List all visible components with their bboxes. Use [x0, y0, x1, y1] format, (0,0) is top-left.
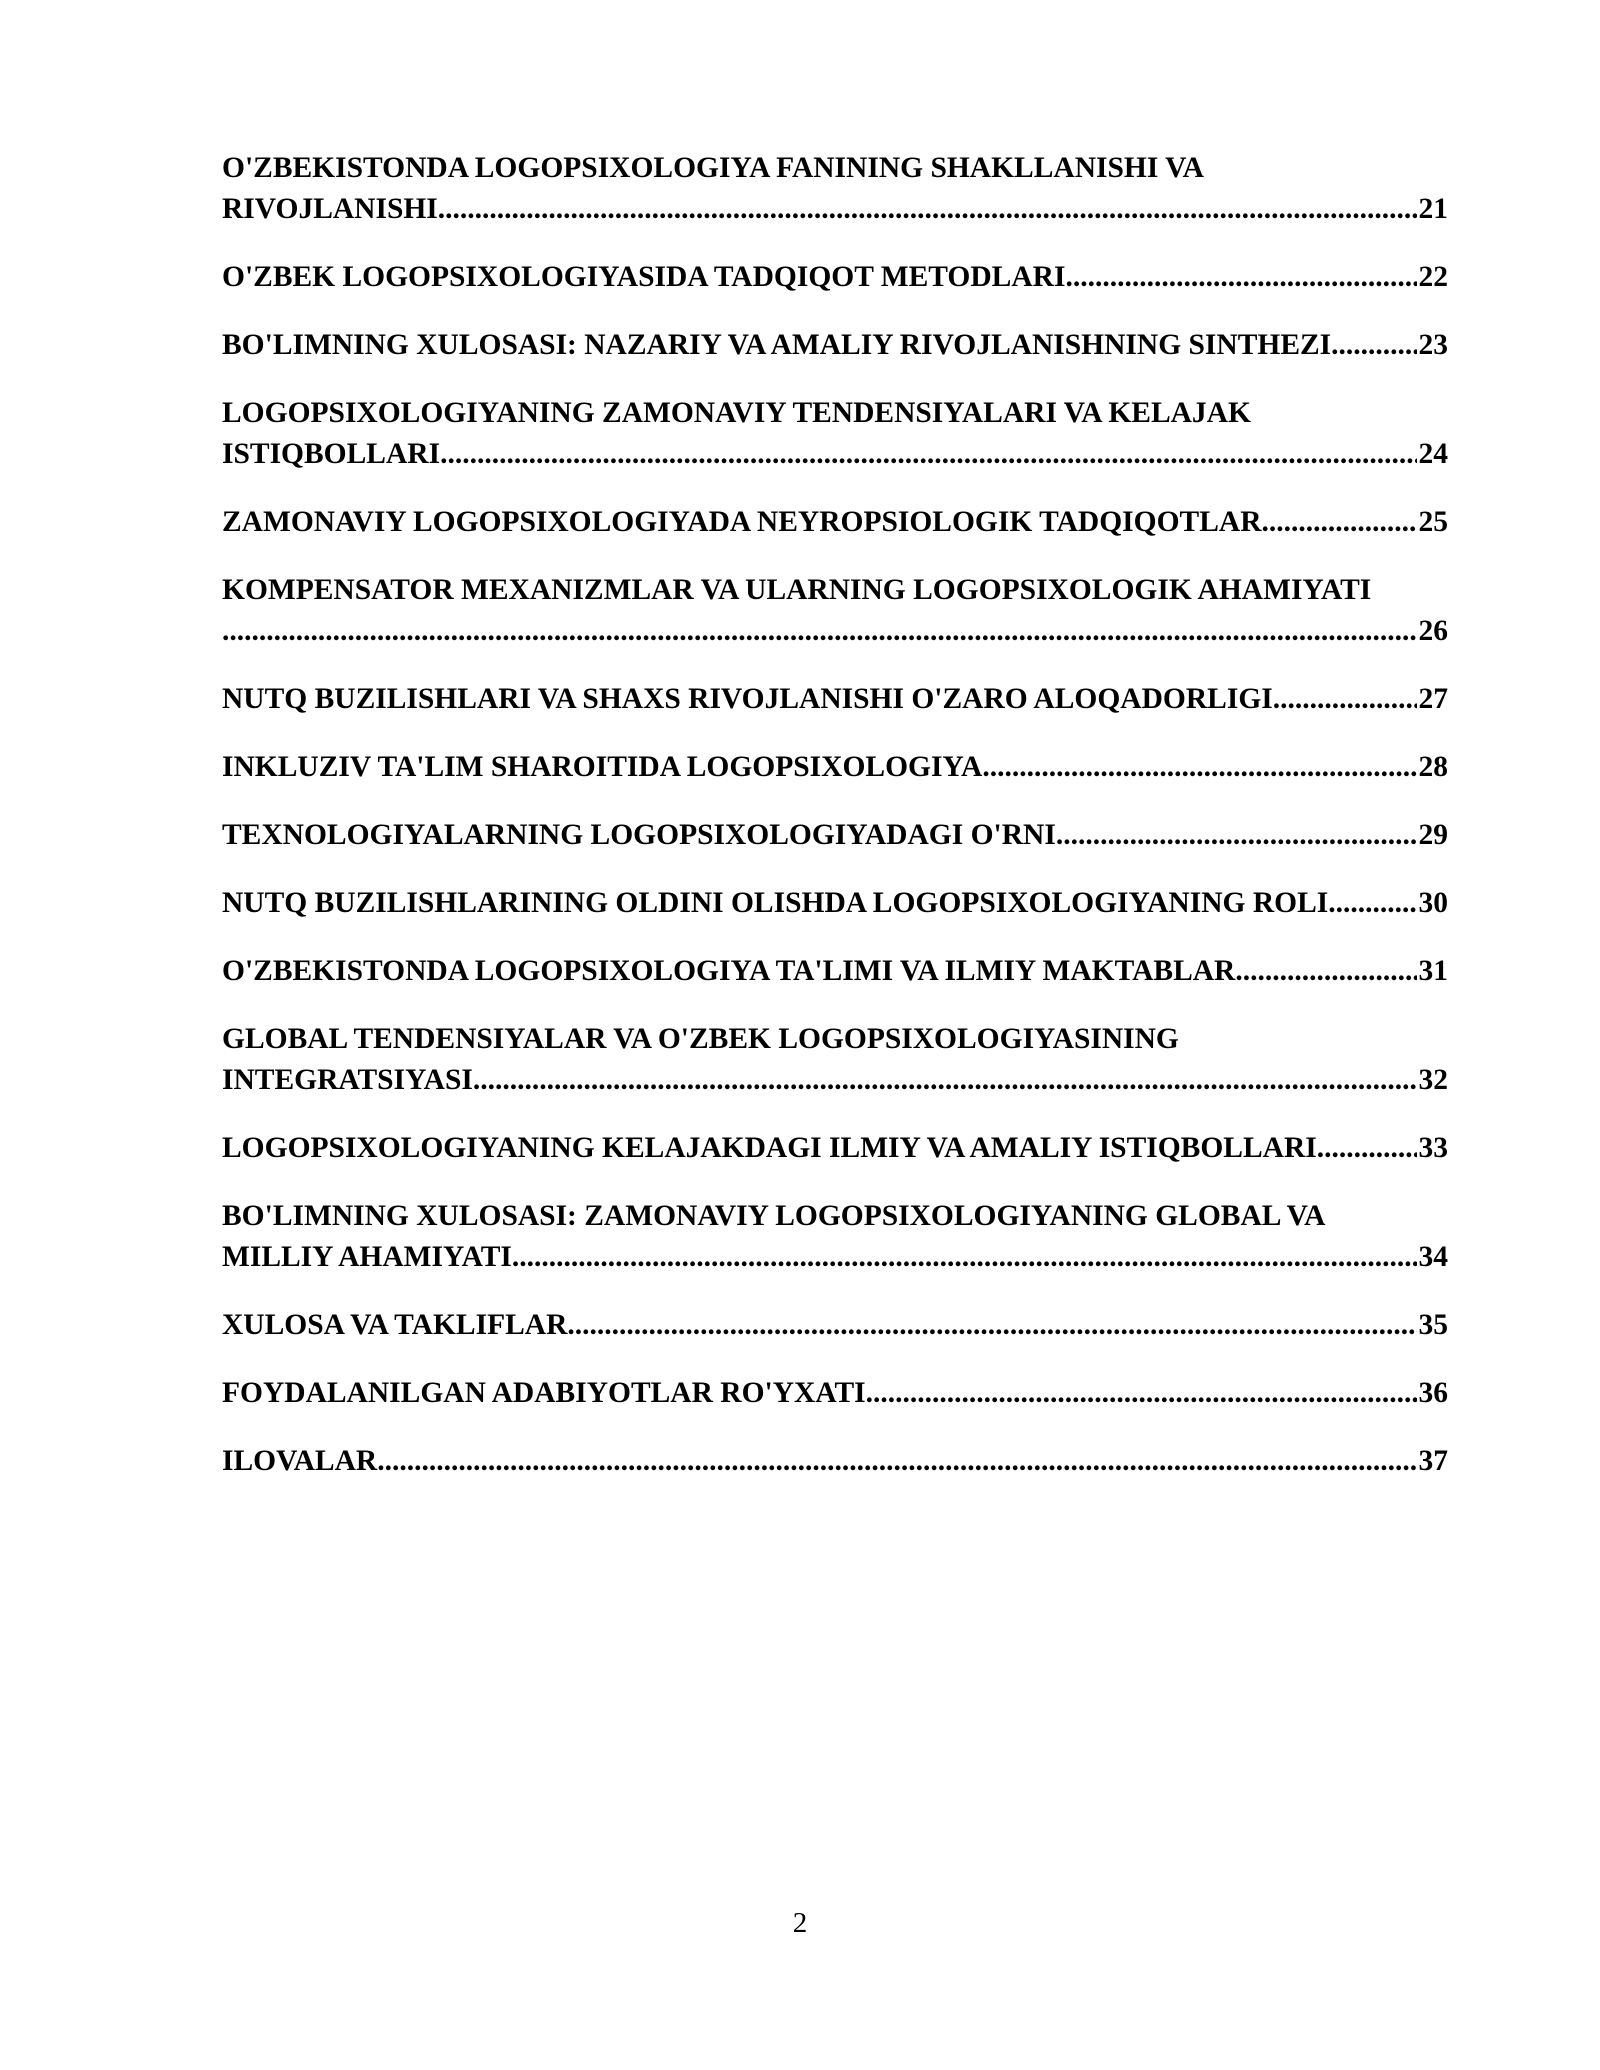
dot-leader — [1331, 325, 1416, 366]
toc-entry-last-line — [222, 189, 1448, 230]
toc-entry-page-number: 22 — [1418, 261, 1448, 293]
toc-entry-page-number: 30 — [1418, 887, 1448, 919]
toc-entry-page-number: 23 — [1418, 329, 1448, 361]
toc-entry-page-number: 29 — [1418, 819, 1448, 851]
toc-entry[interactable] — [222, 393, 1448, 475]
toc-entry-title: XULOSA VA TAKLIFLAR — [222, 1309, 568, 1341]
toc-entry-page-number: 34 — [1418, 1241, 1448, 1273]
dot-leader — [567, 1305, 1416, 1346]
toc-entry-title: ILOVALAR — [222, 1445, 378, 1477]
toc-entry-page-number: 24 — [1418, 438, 1448, 470]
toc-entry[interactable] — [222, 1373, 1448, 1414]
toc-entry[interactable] — [222, 570, 1448, 652]
toc-entry[interactable] — [222, 1128, 1448, 1169]
dot-leader — [866, 1373, 1417, 1414]
toc-entry-page-number: 32 — [1418, 1064, 1448, 1096]
toc-entry-title: ISTIQBOLLARI — [222, 438, 441, 470]
toc-entry-title: MILLIY AHAMIYATI — [222, 1241, 512, 1273]
toc-entry-page-number: 26 — [1418, 615, 1448, 647]
toc-entry-page-number: 27 — [1418, 683, 1448, 715]
toc-entry[interactable] — [222, 257, 1448, 298]
toc-entry-last-line — [222, 434, 1448, 475]
toc-entry-last-line — [222, 679, 1448, 720]
toc-entry-page-number: 37 — [1418, 1445, 1448, 1477]
dot-leader — [440, 434, 1416, 475]
toc-entry-last-line — [222, 747, 1448, 788]
toc-entry-last-line — [222, 815, 1448, 856]
dot-leader — [1235, 951, 1416, 992]
toc-entry-page-number: 21 — [1418, 193, 1448, 225]
toc-entry-title: INKLUZIV TA'LIM SHAROITIDA LOGOPSIXOLOGIYA — [222, 751, 983, 783]
toc-entry-last-line — [222, 1305, 1448, 1346]
toc-entry[interactable] — [222, 1441, 1448, 1482]
toc-entry-last-line — [222, 883, 1448, 924]
toc-entry-title: O'ZBEKISTONDA LOGOPSIXOLOGIYA TA'LIMI VA ILMIY MAKTABLAR — [222, 955, 1236, 987]
toc-entry[interactable] — [222, 1196, 1448, 1278]
toc-entry-title-line: BO'LIMNING XULOSASI: ZAMONAVIY LOGOPSIXOLOGIYANING GLOBAL VA — [222, 1200, 1326, 1232]
dot-leader — [1065, 257, 1416, 298]
toc-entry-page-number: 33 — [1418, 1132, 1448, 1164]
toc-entry-page-number: 28 — [1418, 751, 1448, 783]
toc-entry-page-number: 35 — [1418, 1309, 1448, 1341]
toc-entry-title: INTEGRATSIYASI — [222, 1064, 473, 1096]
dot-leader — [222, 611, 1417, 652]
toc-entry-page-number: 36 — [1418, 1377, 1448, 1409]
toc-entry[interactable] — [222, 815, 1448, 856]
toc-entry-page-number: 31 — [1418, 955, 1448, 987]
dot-leader — [473, 1060, 1417, 1101]
toc-entry-title: NUTQ BUZILISHLARI VA SHAXS RIVOJLANISHI O'ZARO ALOQADORLIGI — [222, 683, 1273, 715]
dot-leader — [1273, 679, 1417, 720]
toc-entry-title: TEXNOLOGIYALARNING LOGOPSIXOLOGIYADAGI O'RNI — [222, 819, 1056, 851]
dot-leader — [1262, 502, 1417, 543]
toc-entry[interactable] — [222, 883, 1448, 924]
toc-entry-title-line: O'ZBEKISTONDA LOGOPSIXOLOGIYA FANINING SHAKLLANISHI VA — [222, 152, 1204, 184]
dot-leader — [982, 747, 1416, 788]
toc-entry-last-line — [222, 502, 1448, 543]
toc-entry-title: LOGOPSIXOLOGIYANING KELAJAKDAGI ILMIY VA AMALIY ISTIQBOLLARI — [222, 1132, 1317, 1164]
toc-entry-title: FOYDALANILGAN ADABIYOTLAR RO'YXATI — [222, 1377, 866, 1409]
toc-entry-last-line — [222, 1441, 1448, 1482]
toc-entry-title: ZAMONAVIY LOGOPSIXOLOGIYADA NEYROPSIOLOGIK TADQIQOTLAR — [222, 506, 1262, 538]
toc-entry[interactable] — [222, 502, 1448, 543]
toc-entry-last-line — [222, 325, 1448, 366]
toc-entry-title-line: GLOBAL TENDENSIYALAR VA O'ZBEK LOGOPSIXOLOGIYASINING — [222, 1023, 1179, 1055]
toc-entry[interactable] — [222, 325, 1448, 366]
toc-entry-title-line: LOGOPSIXOLOGIYANING ZAMONAVIY TENDENSIYALARI VA KELAJAK — [222, 397, 1251, 429]
table-of-contents — [222, 148, 1448, 1509]
toc-entry[interactable] — [222, 1019, 1448, 1101]
dot-leader — [1056, 815, 1417, 856]
dot-leader — [1328, 883, 1416, 924]
page-number: 2 — [792, 1907, 808, 1939]
toc-entry-last-line — [222, 1373, 1448, 1414]
toc-entry-last-line — [222, 951, 1448, 992]
toc-entry-title: O'ZBEK LOGOPSIXOLOGIYASIDA TADQIQOT METODLARI — [222, 261, 1066, 293]
dot-leader — [512, 1237, 1417, 1278]
toc-entry-page-number: 25 — [1418, 506, 1448, 538]
toc-entry-title: BO'LIMNING XULOSASI: NAZARIY VA AMALIY RIVOJLANISHNING SINTHEZI — [222, 329, 1332, 361]
toc-entry-title: RIVOJLANISHI — [222, 193, 438, 225]
toc-entry-last-line — [222, 1128, 1448, 1169]
toc-entry[interactable] — [222, 1305, 1448, 1346]
toc-entry-last-line — [222, 1060, 1448, 1101]
toc-entry-last-line — [222, 1237, 1448, 1278]
dot-leader — [438, 189, 1417, 230]
toc-entry[interactable] — [222, 951, 1448, 992]
dot-leader — [377, 1441, 1416, 1482]
toc-entry-last-line — [222, 257, 1448, 298]
toc-entry[interactable] — [222, 747, 1448, 788]
dot-leader — [1317, 1128, 1417, 1169]
toc-entry-title: NUTQ BUZILISHLARINING OLDINI OLISHDA LOGOPSIXOLOGIYANING ROLI — [222, 887, 1329, 919]
toc-entry-last-line — [222, 611, 1448, 652]
toc-entry[interactable] — [222, 679, 1448, 720]
toc-entry[interactable] — [222, 148, 1448, 230]
toc-entry-title-line: KOMPENSATOR MEXANIZMLAR VA ULARNING LOGOPSIXOLOGIK AHAMIYATI — [222, 574, 1372, 606]
